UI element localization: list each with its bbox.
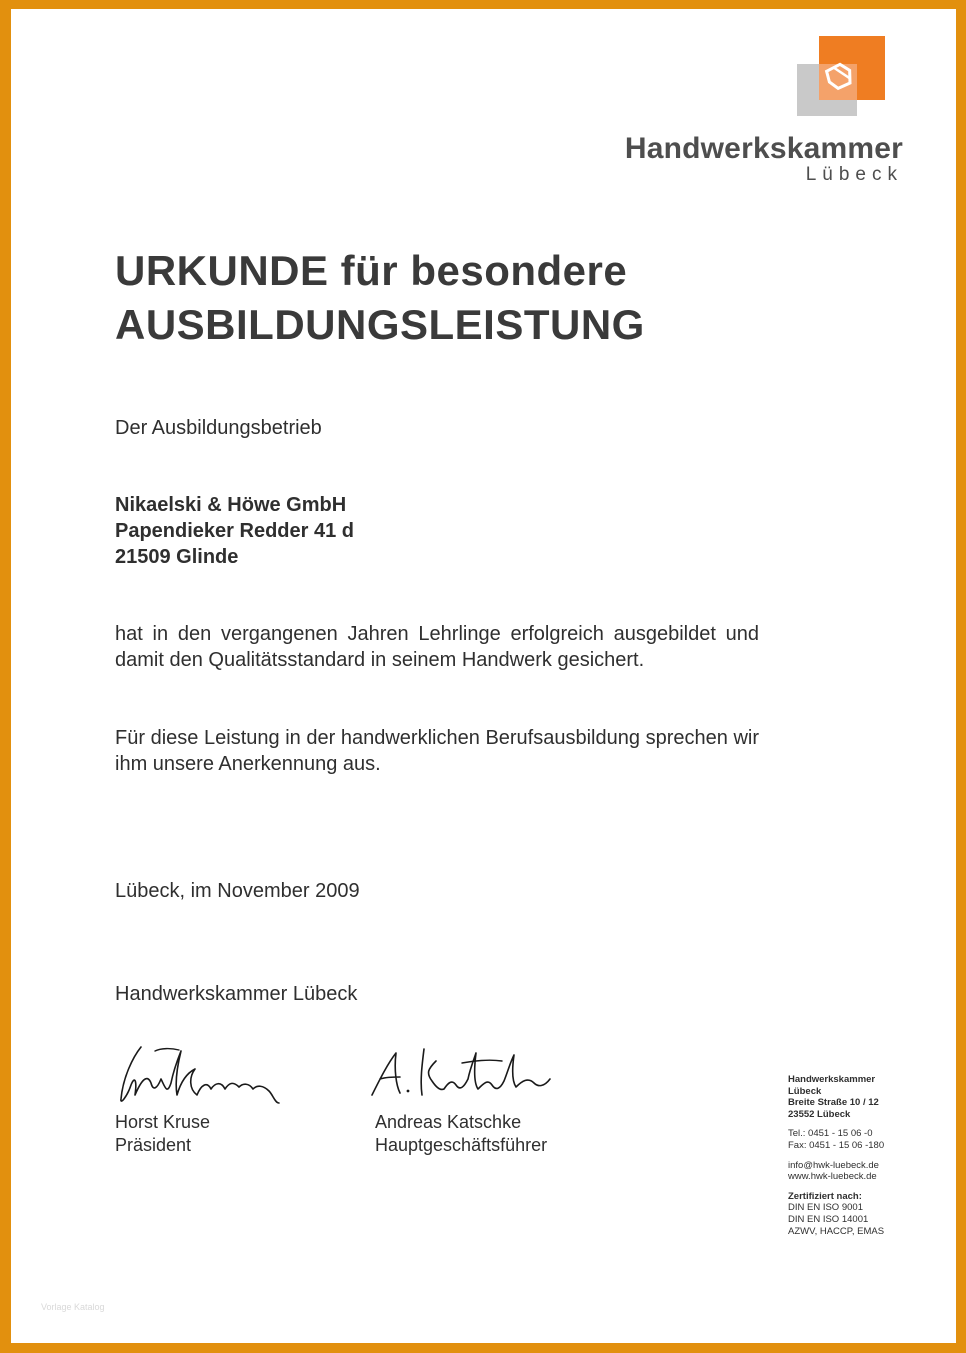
contact-cert-2: DIN EN ISO 14001 bbox=[788, 1213, 869, 1225]
signatory-1-role: Präsident bbox=[115, 1135, 192, 1155]
body-paragraph-1: hat in den vergangenen Jahren Lehrlinge erfolgreich ausgebildet und damit den Qualitätsstandard in seinem Handwerk gesichert. bbox=[115, 623, 759, 671]
contact-cert-label: Zertifiziert nach: bbox=[788, 1190, 862, 1202]
contact-cert-3: AZWV, HACCP, EMAS bbox=[788, 1225, 885, 1237]
document-title bbox=[115, 244, 645, 352]
contact-fax: Fax: 0451 - 15 06 -180 bbox=[788, 1139, 885, 1151]
company-city: 21509 Glinde bbox=[115, 546, 239, 568]
company-name: Nikaelski & Höwe GmbH bbox=[115, 494, 347, 516]
signatory-1-name: Horst Kruse bbox=[115, 1112, 211, 1132]
place-date: Lübeck, im November 2009 bbox=[115, 880, 360, 902]
signatory-2-role: Hauptgeschäftsführer bbox=[375, 1135, 548, 1155]
hwk-logo-mark bbox=[797, 36, 885, 116]
contact-email: info@hwk-luebeck.de bbox=[788, 1159, 879, 1171]
intro-text: Der Ausbildungsbetrieb bbox=[115, 417, 322, 439]
signature-katschke bbox=[366, 1039, 566, 1101]
watermark: Vorlage Katalog bbox=[41, 1302, 105, 1312]
issuer-name: Handwerkskammer Lübeck bbox=[115, 983, 358, 1005]
signatory-1 bbox=[115, 1111, 210, 1157]
contact-street: Breite Straße 10 / 12 bbox=[788, 1097, 879, 1109]
title-line-2: AUSBILDUNGSLEISTUNG bbox=[115, 301, 645, 348]
contact-block bbox=[788, 1074, 884, 1237]
logo-wordmark: Handwerkskammer bbox=[624, 132, 903, 165]
company-address bbox=[115, 492, 354, 570]
certificate-page bbox=[11, 9, 956, 1343]
contact-city-line: Lübeck bbox=[788, 1085, 822, 1097]
contact-tel: Tel.: 0451 - 15 06 -0 bbox=[788, 1128, 873, 1140]
company-street: Papendieker Redder 41 d bbox=[115, 520, 354, 542]
contact-org: Handwerkskammer bbox=[788, 1074, 876, 1085]
contact-cert-1: DIN EN ISO 9001 bbox=[788, 1202, 863, 1214]
signature-kruse bbox=[111, 1037, 286, 1107]
signatory-2-name: Andreas Katschke bbox=[375, 1112, 522, 1132]
contact-postal: 23552 Lübeck bbox=[788, 1108, 851, 1120]
body-paragraph-2: Für diese Leistung in der handwerklichen Berufsausbildung sprechen wir ihm unsere Anerkennung aus. bbox=[115, 727, 759, 775]
title-line-1: URKUNDE für besondere bbox=[115, 247, 628, 294]
logo-city: Lübeck bbox=[805, 164, 903, 185]
signatory-2 bbox=[375, 1111, 547, 1157]
contact-web: www.hwk-luebeck.de bbox=[788, 1171, 877, 1183]
